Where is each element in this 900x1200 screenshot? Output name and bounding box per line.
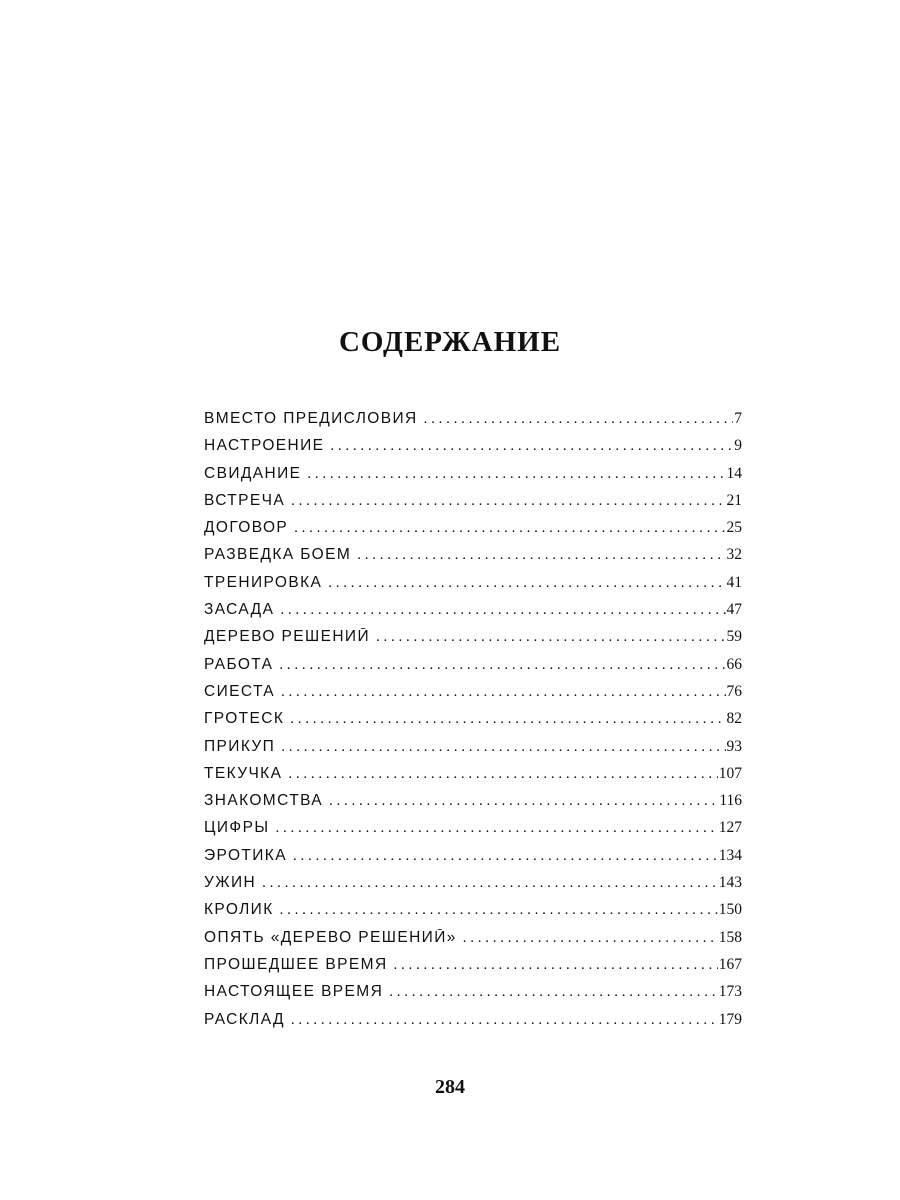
toc-entry-page: 66 xyxy=(726,655,742,673)
toc-entry xyxy=(204,519,742,546)
toc-entry-page: 82 xyxy=(726,710,742,728)
toc-entry-title: ЭРОТИКА xyxy=(204,846,287,864)
toc-entry xyxy=(204,847,742,874)
toc-entry-page: 134 xyxy=(718,846,742,864)
toc-entry-page: 167 xyxy=(718,955,742,973)
toc-entry-title: ВМЕСТО ПРЕДИСЛОВИЯ xyxy=(204,410,418,427)
toc-leader-dots xyxy=(280,602,725,619)
toc-entry xyxy=(204,738,742,765)
toc-entry-page: 14 xyxy=(726,464,742,482)
toc-entry xyxy=(204,574,742,601)
toc-leader-dots xyxy=(330,438,733,455)
toc-entry-title: УЖИН xyxy=(204,874,257,892)
toc-entry xyxy=(204,437,742,464)
toc-leader-dots xyxy=(357,547,725,564)
toc-entry-title: ПРОШЕДШЕЕ ВРЕМЯ xyxy=(204,955,388,973)
toc-entry-page: 150 xyxy=(718,901,742,919)
toc-entry-title: ДОГОВОР xyxy=(204,519,289,537)
toc-entry xyxy=(204,710,742,737)
toc-leader-dots xyxy=(281,739,725,756)
toc-leader-dots xyxy=(281,684,725,701)
toc-entry xyxy=(204,465,742,492)
toc-entry-title: СИЕСТА xyxy=(204,682,276,700)
toc-leader-dots xyxy=(294,520,725,537)
toc-entry-title: РАСКЛАД xyxy=(204,1010,285,1028)
toc-leader-dots xyxy=(394,957,718,974)
toc-entry xyxy=(204,492,742,519)
page-title: СОДЕРЖАНИЕ xyxy=(338,326,562,358)
toc-leader-dots xyxy=(290,711,725,728)
toc-leader-dots xyxy=(262,875,718,892)
toc-entry xyxy=(204,929,742,956)
toc-entry-page: 93 xyxy=(726,737,742,755)
toc-entry-page: 7 xyxy=(734,410,742,427)
toc-leader-dots xyxy=(389,984,718,1001)
toc-entry-title: ТЕКУЧКА xyxy=(204,764,283,782)
toc-entry-page: 32 xyxy=(726,546,742,564)
toc-entry-title: ДЕРЕВО РЕШЕНИЙ xyxy=(204,628,370,646)
toc-entry-title: ЗАСАДА xyxy=(204,601,275,619)
toc-entry-page: 25 xyxy=(726,519,742,537)
toc-entry-page: 9 xyxy=(734,437,742,455)
toc-entry-title: НАСТРОЕНИЕ xyxy=(204,437,325,455)
toc-leader-dots xyxy=(293,848,718,865)
toc-leader-dots xyxy=(424,411,734,428)
toc-entry xyxy=(204,546,742,573)
toc-entry-title: ОПЯТЬ «ДЕРЕВО РЕШЕНИЙ» xyxy=(204,928,457,946)
toc-entry xyxy=(204,601,742,628)
toc-entry-page: 173 xyxy=(718,983,742,1001)
toc-leader-dots xyxy=(463,930,718,947)
toc-entry-title: ЦИФРЫ xyxy=(204,819,270,837)
toc-entry-title: ТРЕНИРОВКА xyxy=(204,573,323,591)
toc-leader-dots xyxy=(291,1012,718,1029)
toc-entry xyxy=(204,983,742,1010)
toc-entry-page: 21 xyxy=(726,491,742,509)
toc-entry-page: 59 xyxy=(726,628,742,646)
toc-entry xyxy=(204,819,742,846)
toc-entry-page: 116 xyxy=(719,792,742,810)
toc-entry xyxy=(204,410,742,437)
toc-entry xyxy=(204,765,742,792)
page-number: 284 xyxy=(435,1076,465,1098)
toc-entry-title: ЗНАКОМСТВА xyxy=(204,792,324,810)
toc-entry-title: ПРИКУП xyxy=(204,737,276,755)
toc-leader-dots xyxy=(328,575,725,592)
toc-leader-dots xyxy=(288,766,717,783)
toc-entry-page: 179 xyxy=(718,1010,742,1028)
toc-entry xyxy=(204,1011,742,1038)
toc-entry-title: РАЗВЕДКА БОЕМ xyxy=(204,546,352,564)
toc-entry-page: 47 xyxy=(726,601,742,619)
toc-entry-title: КРОЛИК xyxy=(204,901,274,919)
toc-entry-title: НАСТОЯЩЕЕ ВРЕМЯ xyxy=(204,983,384,1001)
toc-entry xyxy=(204,956,742,983)
toc-entry-page: 76 xyxy=(726,682,742,700)
toc-entry-page: 158 xyxy=(718,928,742,946)
toc-entry-page: 107 xyxy=(718,764,742,782)
toc-leader-dots xyxy=(291,493,725,510)
toc-entry xyxy=(204,901,742,928)
toc-entry xyxy=(204,656,742,683)
toc-entry xyxy=(204,874,742,901)
table-of-contents xyxy=(204,410,742,1038)
toc-entry-page: 127 xyxy=(718,819,742,837)
toc-entry-page: 41 xyxy=(726,573,742,591)
toc-entry-title: РАБОТА xyxy=(204,655,274,673)
toc-leader-dots xyxy=(376,629,726,646)
toc-leader-dots xyxy=(275,820,717,837)
toc-entry xyxy=(204,792,742,819)
toc-entry xyxy=(204,628,742,655)
toc-entry xyxy=(204,683,742,710)
toc-entry-page: 143 xyxy=(718,874,742,892)
toc-leader-dots xyxy=(329,793,718,810)
toc-entry-title: СВИДАНИЕ xyxy=(204,464,302,482)
toc-entry-title: ГРОТЕСК xyxy=(204,710,285,728)
toc-leader-dots xyxy=(279,657,725,674)
toc-leader-dots xyxy=(307,466,725,483)
toc-leader-dots xyxy=(280,902,718,919)
toc-entry-title: ВСТРЕЧА xyxy=(204,491,286,509)
